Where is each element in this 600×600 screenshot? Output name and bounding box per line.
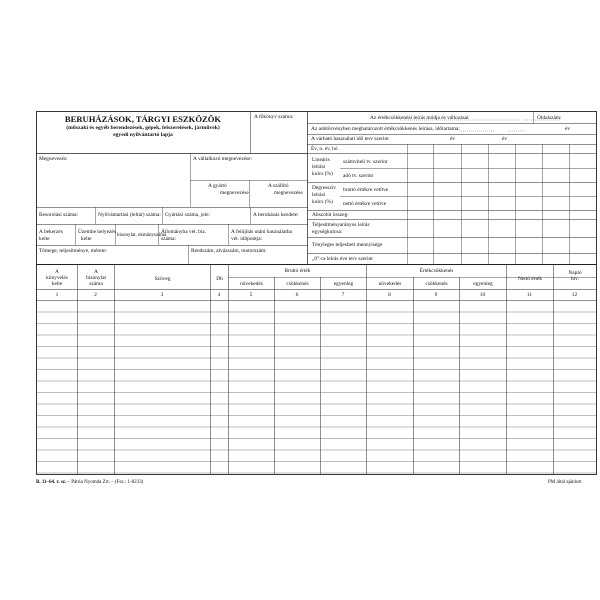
column-number-4: 4 [217, 292, 221, 298]
column-number-11: 11 [526, 292, 533, 298]
actual-quantity-label: Tényleges teljesített mennyisége [312, 242, 383, 248]
col-header-increase: növekedés [240, 281, 263, 287]
degressive-label-2: leírási [312, 192, 326, 198]
col-header-journal-ref: Napló hiv. [568, 270, 582, 282]
year-label-3: év [502, 136, 508, 142]
tax-law-label: adó tv. szerint [343, 173, 374, 179]
contractor-label: A vállalkozó megnevezése: [193, 156, 252, 162]
supplier-name-label: megnevezése [274, 190, 303, 196]
column-number-3: 3 [160, 292, 164, 298]
column-number-10: 10 [479, 292, 486, 298]
page-number-label: Oldalszám: [537, 115, 562, 121]
accounting-law-label: számviteli tv. szerint [343, 159, 388, 165]
weight-size-label: Tömege, teljesítménye, mérete: [39, 248, 107, 254]
linear-label-2: leírási [312, 164, 326, 170]
useful-life-label: A várható használati idő terv szerint [311, 136, 389, 142]
degressive-label: Degresszív [312, 185, 336, 191]
depreciation-method-label: Az értékcsökkenési leírás módja és változásai [370, 115, 469, 121]
year-quarter-month-label: Év, n. év, hó [311, 146, 338, 152]
serial-number-label: Gyártási száma, jele: [165, 212, 211, 218]
col-header-depr-increase: növekedés [378, 281, 402, 287]
document-number-label: bizonylat, okmányszáma [117, 232, 167, 238]
col-header-text: Szöveg [154, 276, 171, 282]
renovation-date-label: vét. időpontja: [231, 236, 263, 242]
investment-start-label: A beruházás kezdete: [253, 212, 299, 218]
ledger-number-label: A főkönyv száma: [254, 114, 294, 120]
form-code: B. 11–64. r. sz. – Pátria Nyomda Zrt. – (Fsz.: 1-8233) [36, 480, 144, 485]
name-label: Megnevezés: [39, 156, 68, 162]
col-header-quantity: Db [216, 276, 223, 282]
col-header-net-value: Nettó érték [517, 276, 543, 282]
column-number-6: 6 [295, 292, 299, 298]
zero-writeoff-label: „0”-ra leírás éve terv szerint [312, 256, 373, 262]
column-number-9: 9 [434, 292, 438, 298]
col-header-depr-balance: egyenleg [473, 281, 493, 287]
net-value-based-label: nettó értékre vetítve [343, 201, 387, 207]
column-number-7: 7 [341, 292, 345, 298]
performance-rate-label: Teljesítményarányos leírás [312, 222, 370, 228]
form-title: BERUHÁZÁSOK, TÁRGYI ESZKÖZÖK [64, 114, 222, 124]
form-subtitle-2: egyedi nyilvántartó lapja [113, 132, 173, 138]
col-header-gross-value: Bruttó érték [284, 268, 311, 274]
year-label: év [565, 126, 571, 132]
gross-value-based-label: bruttó értékre vetítve [343, 187, 389, 193]
commissioning-label: Üzembe helyezés [78, 229, 116, 235]
stock-entry-number-label: száma: [161, 236, 176, 242]
col-header-decrease: csökkenés [286, 281, 309, 287]
plate-chassis-engine-label: Rendszám, alvázszám, motorszám: [191, 248, 267, 254]
col-header-document-number: A bizonylat száma [85, 269, 107, 287]
form-subtitle: (műszaki és egyéb berendezések, gépek, felszerelések, járművek) [66, 125, 220, 131]
col-header-balance: egyenleg [333, 281, 354, 287]
performance-rate-label-2: egységkulcsa: [312, 229, 343, 235]
manufacturer-name-label: megnevezése [220, 190, 249, 196]
col-header-booking-date: A könyvelés kelte [46, 269, 68, 287]
col-header-depr-decrease: csökkenés [425, 281, 448, 287]
stock-entry-label: Állományba vét. biz. [161, 229, 207, 235]
column-number-1: 1 [55, 292, 59, 298]
year-label-2: év [450, 136, 456, 142]
column-number-2: 2 [94, 292, 97, 298]
tax-law-depreciation-label: Az adótörvényben meghatározott értékcsökkenés leírása, időtartama: [311, 126, 460, 132]
column-number-12: 12 [571, 292, 578, 298]
linear-label-3: kulcs (%) [312, 171, 333, 177]
classification-label: Besorolási száma: [39, 212, 79, 218]
column-number-8: 8 [388, 292, 391, 298]
inventory-number-label: Nyilvántartási (leltár) száma: [98, 212, 161, 218]
manufacturer-label: A gyártó [208, 183, 227, 189]
acquisition-date-label: kelte [39, 236, 50, 242]
ministry-recommendation: PM által ajánlott [548, 480, 582, 485]
degressive-label-3: kulcs (%) [312, 199, 333, 205]
column-number-5: 5 [249, 292, 253, 298]
renovation-label: A felújítás utáni használatba [231, 229, 292, 235]
commissioning-date-label: kelte [81, 236, 92, 242]
linear-label: Lineáris [312, 157, 330, 163]
supplier-label: A szállító [268, 183, 289, 189]
acquisition-label: A bekerzés [39, 229, 63, 235]
absolute-amount-label: Abszolút összeg: [312, 212, 349, 218]
col-header-depreciation: Értékcsökkenés [419, 268, 454, 274]
